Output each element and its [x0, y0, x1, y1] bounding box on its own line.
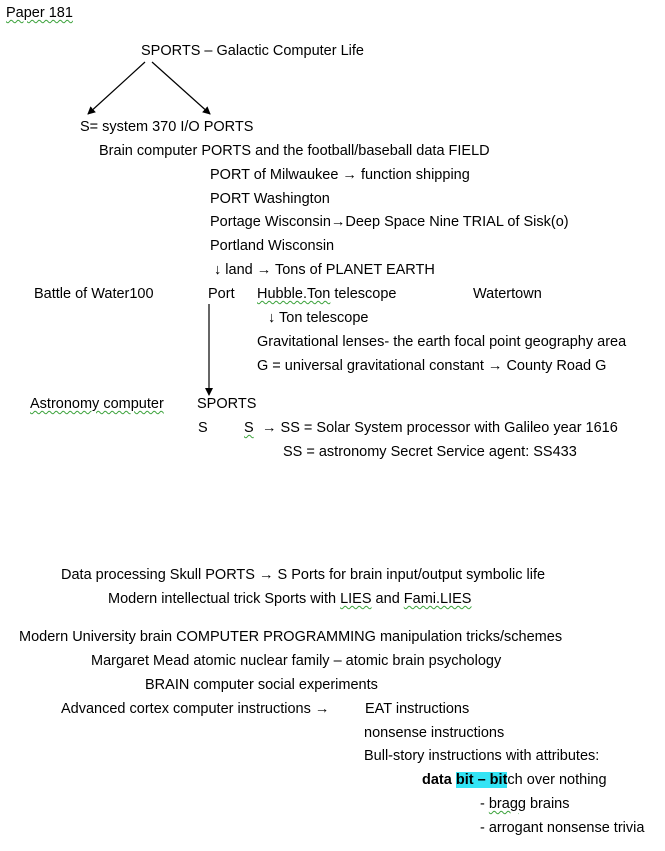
over-nothing-text: ch over nothing	[507, 772, 607, 788]
line-ss-astronomy: SS = astronomy Secret Service agent: SS433	[283, 444, 577, 460]
modern-trick-text: Modern intellectual trick Sports with	[108, 591, 341, 607]
line-watertown: Watertown	[473, 286, 542, 302]
line-s-left: S	[198, 420, 208, 436]
page-label: Paper 181	[6, 5, 73, 21]
hubble-word: Hubble.Ton	[257, 286, 331, 302]
line-portage: Portage Wisconsin→Deep Space Nine TRIAL of Sisk(o)	[210, 214, 569, 230]
line-data-bit	[422, 773, 607, 788]
fami-lies-word: Fami.LIES	[403, 591, 472, 607]
line-modern-trick	[108, 592, 471, 607]
bragg-word: bragg	[488, 796, 526, 812]
and-word: and	[371, 591, 404, 607]
line-advanced: Advanced cortex computer instructions →	[61, 701, 330, 717]
brains-word: brains	[525, 796, 570, 812]
line-brain-ports: Brain computer PORTS and the football/baseball data FIELD	[99, 143, 490, 159]
line-experiments: BRAIN computer social experiments	[145, 677, 378, 693]
line-sports: SPORTS	[197, 396, 257, 412]
line-astronomy-computer: Astronomy computer	[30, 396, 164, 412]
line-gravitational: Gravitational lenses- the earth focal point geography area	[257, 334, 627, 350]
line-milwaukee: PORT of Milwaukee → function shipping	[210, 167, 470, 183]
line-mead: Margaret Mead atomic nuclear family – atomic brain psychology	[91, 653, 502, 669]
lies-word: LIES	[340, 591, 372, 607]
data-word: data	[422, 772, 456, 788]
line-ss-solar: → SS = Solar System processor with Galileo year 1616	[262, 420, 618, 436]
arrow-right	[152, 62, 210, 114]
line-g-constant: G = universal gravitational constant → County Road G	[257, 358, 607, 374]
line-portland: Portland Wisconsin	[210, 238, 335, 254]
line-eat: EAT instructions	[365, 701, 470, 717]
line-hubble	[257, 287, 396, 302]
line-university: Modern University brain COMPUTER PROGRAMMING manipulation tricks/schemes	[19, 629, 563, 645]
line-s-right: S	[244, 420, 254, 436]
diagram-title: SPORTS – Galactic Computer Life	[141, 43, 364, 59]
line-bragg	[480, 797, 569, 812]
line-washington: PORT Washington	[210, 191, 330, 207]
telescope-word: telescope	[330, 286, 397, 302]
bragg-dash: -	[480, 796, 489, 812]
line-port: Port	[208, 286, 235, 302]
line-ton-telescope: ↓ Ton telescope	[268, 310, 369, 326]
line-arrogant: - arrogant nonsense trivia	[480, 820, 645, 836]
arrow-left	[88, 62, 145, 114]
line-s-system: S= system 370 I/O PORTS	[80, 119, 254, 135]
line-bull-story: Bull-story instructions with attributes:	[364, 748, 600, 764]
line-nonsense: nonsense instructions	[364, 725, 505, 741]
line-battle: Battle of Water100	[34, 286, 154, 302]
line-land: ↓ land → Tons of PLANET EARTH	[214, 262, 435, 278]
line-skull-ports: Data processing Skull PORTS → S Ports for brain input/output symbolic life	[61, 567, 546, 583]
highlighted-bit: bit – bit	[455, 772, 508, 788]
